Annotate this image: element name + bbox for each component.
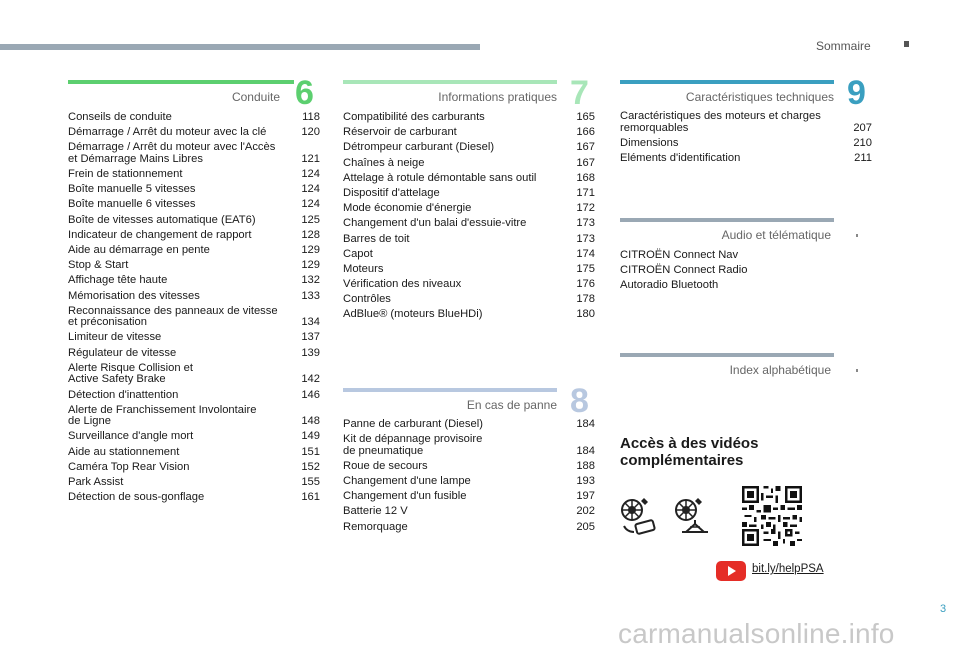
techniques-number: 9 <box>847 74 866 112</box>
tyre-repair-kit-icon <box>618 494 662 538</box>
qr-code-icon <box>742 486 802 546</box>
toc-entry[interactable] <box>68 306 320 329</box>
toc-entry-label: Démarrage / Arrêt du moteur avec la clé <box>68 126 267 139</box>
toc-entry[interactable] <box>343 461 595 473</box>
toc-entry-label: Démarrage / Arrêt du moteur avec l'Accès et Démarrage Mains Libres <box>68 141 276 165</box>
toc-entry-label: Eléments d'identification <box>620 151 741 164</box>
toc-entry-page: 180 <box>576 308 595 321</box>
toc-entry-label: Kit de dépannage provisoire de pneumatique <box>343 433 483 457</box>
toc-entry-page: 178 <box>576 293 595 306</box>
toc-entry[interactable] <box>68 275 320 287</box>
sommaire-link[interactable]: Sommaire <box>816 39 871 53</box>
toc-entry-page: 139 <box>301 346 320 359</box>
toc-entry[interactable] <box>343 112 595 124</box>
toc-entry-page: 184 <box>576 418 595 430</box>
videos-title-text: Accès à des vidéos complémentaires <box>620 435 759 469</box>
toc-entry[interactable] <box>68 199 320 211</box>
toc-entry-page: 165 <box>576 111 595 123</box>
toc-entry-label: Barres de toit <box>343 232 410 245</box>
toc-entry[interactable] <box>68 390 320 402</box>
toc-entry[interactable] <box>343 491 595 503</box>
toc-entry-label: Changement d'un balai d'essuie-vitre <box>343 217 527 230</box>
toc-entry-label: Changement d'une lampe <box>343 475 471 488</box>
toc-entry-label: Boîte manuelle 6 vitesses <box>68 198 196 211</box>
informations-bar <box>343 80 557 84</box>
conduite-title: Conduite <box>231 90 280 104</box>
toc-entry-label: Alerte de Franchissement Involontaire de Ligne <box>68 403 257 428</box>
toc-entry[interactable] <box>620 280 834 292</box>
toc-entry-label: Aide au stationnement <box>68 445 180 458</box>
techniques-title: Caractéristiques techniques <box>685 90 834 104</box>
toc-entry-label: Limiteur de vitesse <box>68 331 162 344</box>
toc-entry-page: 132 <box>301 274 320 287</box>
toc-entry[interactable] <box>343 419 595 431</box>
conduite-bar <box>68 80 294 84</box>
toc-entry-page: 188 <box>576 459 595 472</box>
toc-entry-label: Stop & Start <box>68 259 129 272</box>
sommaire-marker <box>904 41 909 47</box>
toc-entry-label: Remorquage <box>343 520 408 533</box>
toc-entry[interactable] <box>68 462 320 474</box>
toc-entry-page: 161 <box>301 491 320 504</box>
techniques-toc <box>620 111 872 168</box>
toc-entry-label: Batterie 12 V <box>343 505 408 518</box>
toc-entry[interactable] <box>68 431 320 443</box>
toc-entry[interactable] <box>343 506 595 518</box>
toc-entry-label: Changement d'un fusible <box>343 490 467 503</box>
toc-entry[interactable] <box>343 173 595 185</box>
toc-entry-label: Attelage à rotule démontable sans outil <box>343 171 537 184</box>
toc-entry[interactable] <box>343 476 595 488</box>
toc-entry[interactable] <box>343 158 595 170</box>
toc-entry-label: Détection de sous-gonflage <box>68 491 205 504</box>
toc-entry-page: 151 <box>301 445 320 458</box>
toc-entry[interactable] <box>620 153 872 165</box>
panne-bar <box>343 388 557 392</box>
toc-entry-page: 184 <box>576 444 595 457</box>
toc-entry-label: Compatibilité des carburants <box>343 111 485 123</box>
toc-entry-page: 155 <box>301 475 320 488</box>
toc-entry-label: Conseils de conduite <box>68 111 172 123</box>
toc-entry[interactable] <box>68 184 320 196</box>
toc-entry-label: Indicateur de changement de rapport <box>68 228 252 241</box>
toc-entry-page: 175 <box>576 262 595 275</box>
toc-entry-page: 171 <box>576 186 595 199</box>
toc-entry[interactable] <box>68 447 320 459</box>
toc-entry-page: 152 <box>301 460 320 473</box>
toc-entry-page: 124 <box>301 183 320 196</box>
toc-entry-label: Chaînes à neige <box>343 156 425 169</box>
toc-entry-page: 120 <box>301 126 320 139</box>
toc-entry-page: 128 <box>301 228 320 241</box>
toc-entry-page: 202 <box>576 505 595 518</box>
watermark: carmanualsonline.info <box>618 618 895 649</box>
informations-title: Informations pratiques <box>438 90 557 104</box>
toc-entry-page: 205 <box>576 520 595 533</box>
toc-entry-page: 172 <box>576 202 595 215</box>
toc-entry[interactable] <box>68 112 320 124</box>
toc-entry-page: 124 <box>301 198 320 211</box>
toc-entry-page: 174 <box>576 247 595 260</box>
toc-entry[interactable] <box>68 127 320 139</box>
toc-entry-label: Alerte Risque Collision et Active Safety Brake <box>68 361 193 386</box>
index-title[interactable]: Index alphabétique <box>729 363 831 377</box>
toc-entry[interactable] <box>343 203 595 215</box>
toc-entry-page: 197 <box>576 490 595 503</box>
toc-entry-label: Régulateur de vitesse <box>68 346 177 359</box>
toc-entry[interactable] <box>68 492 320 504</box>
toc-entry-page: 148 <box>301 415 320 428</box>
audio-marker <box>856 234 858 237</box>
panne-toc <box>343 419 595 537</box>
toc-entry[interactable] <box>343 127 595 139</box>
toc-entry[interactable] <box>68 230 320 242</box>
informations-toc <box>343 112 595 325</box>
toc-entry[interactable] <box>343 142 595 154</box>
toc-entry[interactable] <box>68 348 320 360</box>
toc-entry-label: Surveillance d'angle mort <box>68 430 194 443</box>
toc-entry[interactable] <box>343 264 595 276</box>
toc-entry-label: Mode économie d'énergie <box>343 202 472 215</box>
index-bar <box>620 353 834 357</box>
toc-entry-label: Moteurs <box>343 262 384 275</box>
toc-entry-page: 193 <box>576 475 595 488</box>
conduite-toc <box>68 112 320 507</box>
audio-bar <box>620 218 834 222</box>
toc-entry[interactable] <box>343 279 595 291</box>
toc-entry-page: 168 <box>576 171 595 184</box>
toc-entry-label: Frein de stationnement <box>68 168 183 181</box>
toc-entry-label: Boîte manuelle 5 vitesses <box>68 183 196 196</box>
informations-number: 7 <box>570 74 589 112</box>
header-bar <box>0 44 480 50</box>
toc-entry-label: Détrompeur carburant (Diesel) <box>343 141 495 154</box>
conduite-number: 6 <box>295 74 314 112</box>
help-video-link[interactable]: bit.ly/helpPSA <box>752 563 824 575</box>
toc-entry-page: 134 <box>301 316 320 329</box>
index-marker <box>856 369 858 372</box>
toc-entry-page: 129 <box>301 244 320 256</box>
toc-entry-page: 124 <box>301 168 320 181</box>
toc-entry-page: 167 <box>576 156 595 169</box>
toc-entry-label: Détection d'inattention <box>68 388 179 401</box>
toc-entry[interactable] <box>68 405 320 428</box>
toc-entry-page: 211 <box>854 151 872 164</box>
toc-entry[interactable] <box>68 215 320 227</box>
videos-title <box>620 436 840 469</box>
youtube-icon[interactable] <box>716 561 746 581</box>
toc-entry-label: CITROËN Connect Radio <box>620 264 748 277</box>
toc-entry[interactable] <box>343 218 595 230</box>
techniques-bar <box>620 80 834 84</box>
toc-entry-page: 176 <box>576 278 595 291</box>
toc-entry-page: 167 <box>576 141 595 154</box>
toc-entry[interactable] <box>343 522 595 534</box>
panne-number: 8 <box>570 382 589 420</box>
toc-entry-page: 142 <box>301 373 320 386</box>
toc-entry[interactable] <box>620 265 834 277</box>
toc-entry-label: Mémorisation des vitesses <box>68 289 200 302</box>
toc-entry[interactable] <box>343 309 595 321</box>
toc-entry-page: 125 <box>301 213 320 226</box>
toc-entry[interactable] <box>68 245 320 257</box>
toc-entry-label: Contrôles <box>343 293 391 306</box>
toc-entry[interactable] <box>68 260 320 272</box>
toc-entry[interactable] <box>68 363 320 386</box>
toc-entry-label: Vérification des niveaux <box>343 278 462 291</box>
toc-entry[interactable] <box>343 434 595 457</box>
toc-entry-page: 173 <box>576 217 595 230</box>
toc-entry-page: 137 <box>301 331 320 344</box>
toc-entry-page: 129 <box>301 259 320 272</box>
toc-entry[interactable] <box>620 111 872 134</box>
toc-entry[interactable] <box>343 249 595 261</box>
toc-entry-label: Caméra Top Rear Vision <box>68 460 190 473</box>
toc-entry-label: Aide au démarrage en pente <box>68 244 210 256</box>
toc-entry-label: Dispositif d'attelage <box>343 186 440 199</box>
toc-entry-label: Panne de carburant (Diesel) <box>343 418 483 430</box>
toc-entry-label: Autoradio Bluetooth <box>620 279 719 292</box>
toc-entry-label: Reconnaissance des panneaux de vitesse et préconisation <box>68 304 278 329</box>
toc-entry-label: Roue de secours <box>343 459 428 472</box>
toc-entry-page: 121 <box>301 152 320 165</box>
page-number: 3 <box>940 603 947 615</box>
toc-entry[interactable] <box>68 332 320 344</box>
toc-entry[interactable] <box>620 138 872 150</box>
toc-entry-label: Capot <box>343 247 373 260</box>
toc-entry[interactable] <box>68 477 320 489</box>
toc-entry[interactable] <box>68 169 320 181</box>
toc-entry-label: Réservoir de carburant <box>343 126 457 139</box>
toc-entry-label: CITROËN Connect Nav <box>620 249 739 261</box>
toc-entry[interactable] <box>620 250 834 262</box>
toc-entry-label: Dimensions <box>620 136 679 149</box>
toc-entry[interactable] <box>343 188 595 200</box>
toc-entry-page: 149 <box>301 430 320 443</box>
toc-entry-label: Boîte de vitesses automatique (EAT6) <box>68 213 256 226</box>
toc-entry-page: 118 <box>302 111 320 123</box>
toc-entry-page: 173 <box>576 232 595 245</box>
panne-title: En cas de panne <box>466 398 557 412</box>
toc-entry-label: AdBlue® (moteurs BlueHDi) <box>343 308 483 321</box>
toc-entry-label: Park Assist <box>68 475 124 488</box>
audio-title: Audio et télématique <box>721 228 831 242</box>
toc-entry-page: 166 <box>576 126 595 139</box>
toc-entry[interactable] <box>343 294 595 306</box>
spare-wheel-jack-icon <box>672 494 716 538</box>
toc-entry-page: 146 <box>301 388 320 401</box>
toc-entry-page: 207 <box>853 121 872 134</box>
toc-entry-page: 210 <box>853 136 872 149</box>
audio-toc <box>620 250 834 296</box>
toc-entry-label: Caractéristiques des moteurs et charges remorquables <box>620 110 821 134</box>
toc-entry[interactable] <box>343 234 595 246</box>
toc-entry[interactable] <box>68 142 320 165</box>
toc-entry-page: 133 <box>301 289 320 302</box>
toc-entry-label: Affichage tête haute <box>68 274 168 287</box>
toc-entry[interactable] <box>68 291 320 303</box>
